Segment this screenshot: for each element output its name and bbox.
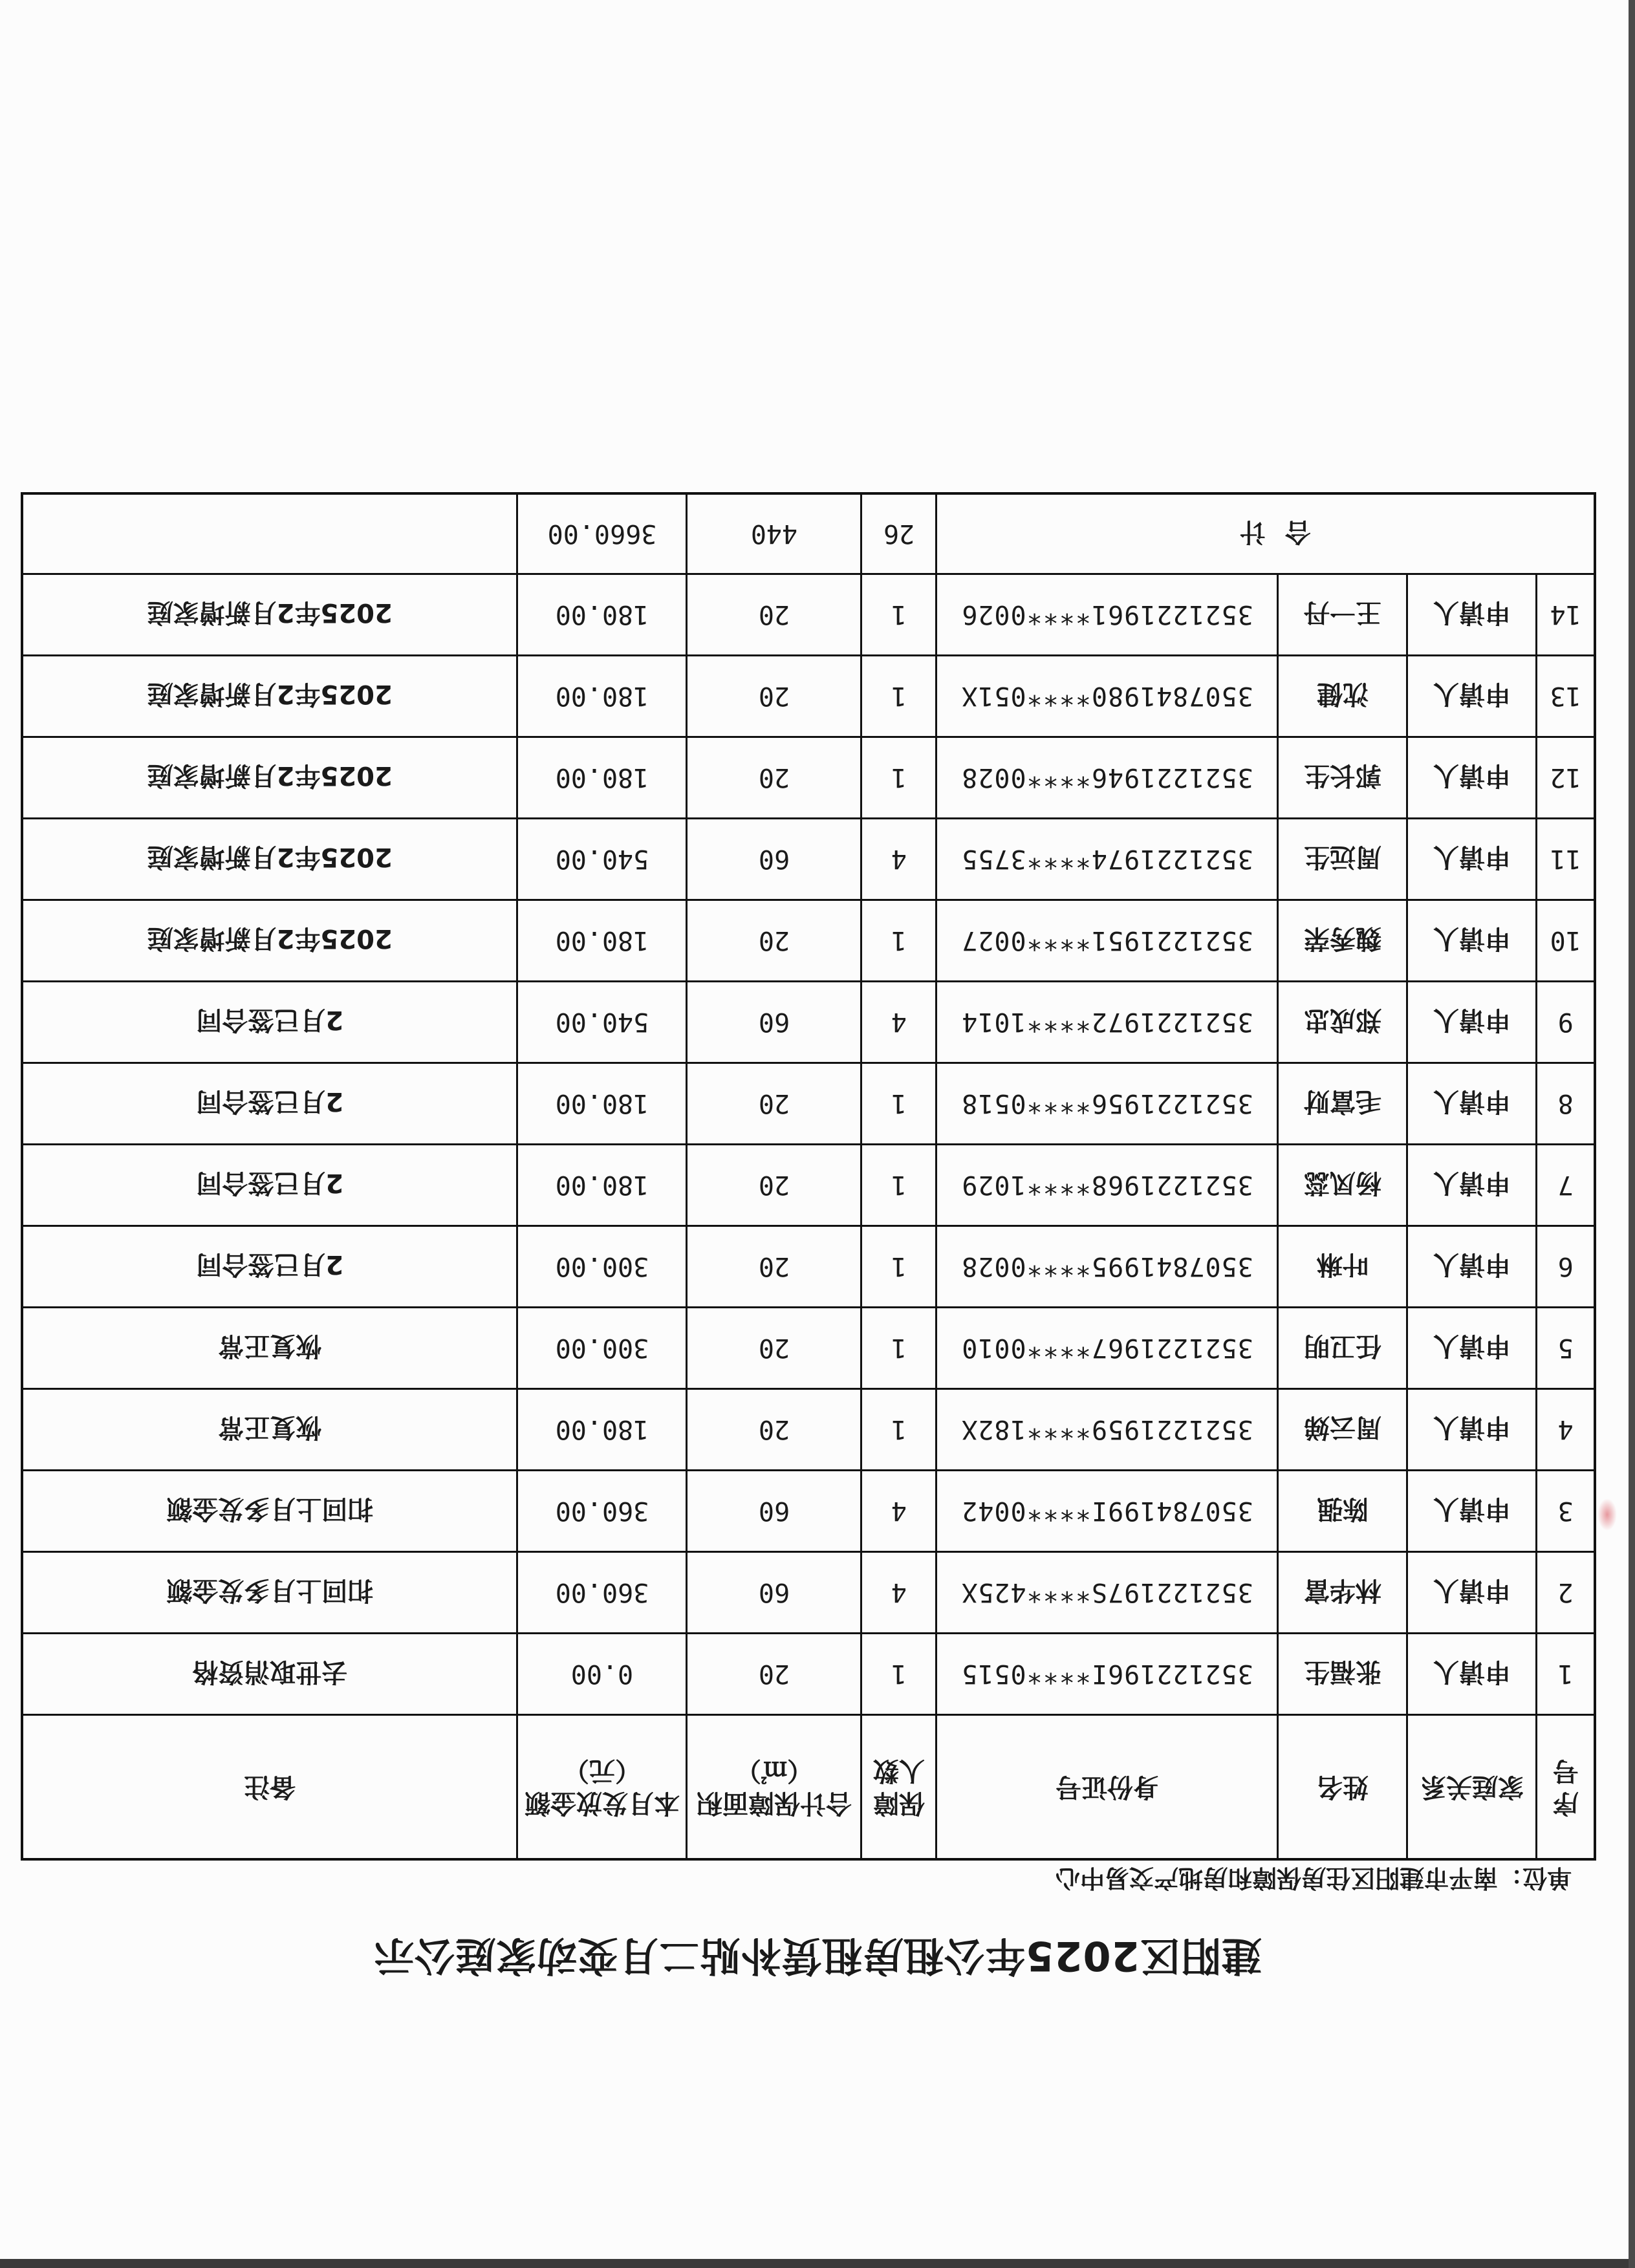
cell-area: 60	[687, 1552, 861, 1634]
cell-note: 去世取消资格	[22, 1634, 517, 1715]
cell-note: 恢复正常	[22, 1389, 517, 1471]
cell-persons: 4	[861, 819, 937, 900]
table-row	[22, 1471, 1595, 1552]
cell-name: 王一丹	[1278, 574, 1407, 656]
cell-note: 2月已签合同	[22, 1226, 517, 1308]
cell-name: 周云娣	[1278, 1389, 1407, 1471]
cell-id-number: 3521221951****0027	[937, 900, 1278, 982]
cell-id-number: 3521221959****182X	[937, 1389, 1278, 1471]
cell-name: 沈健	[1278, 656, 1407, 737]
table-row	[22, 982, 1595, 1063]
cell-area: 60	[687, 982, 861, 1063]
cell-area: 20	[687, 1063, 861, 1145]
cell-area: 20	[687, 574, 861, 656]
header-note: 备注	[22, 1715, 517, 1860]
cell-relation: 申请人	[1407, 1145, 1537, 1226]
cell-persons: 1	[861, 1063, 937, 1145]
header-persons: 保障人数	[861, 1715, 937, 1860]
cell-seq: 12	[1537, 737, 1595, 819]
total-persons: 26	[861, 493, 937, 574]
cell-id-number: 3521221972****1014	[937, 982, 1278, 1063]
cell-relation: 申请人	[1407, 574, 1537, 656]
cell-amount: 180.00	[517, 656, 687, 737]
cell-name: 魏秀荣	[1278, 900, 1407, 982]
header-id-number: 身份证号	[937, 1715, 1278, 1860]
cell-name: 陈强	[1278, 1471, 1407, 1552]
cell-note: 2月已签合同	[22, 1063, 517, 1145]
header-seq: 序号	[1537, 1715, 1595, 1860]
table-row	[22, 819, 1595, 900]
unit-name: 南平市建阳区住房保障和房地产交易中心	[1055, 1864, 1498, 1892]
total-row	[22, 493, 1595, 574]
cell-id-number: 3521221946****0028	[937, 737, 1278, 819]
cell-relation: 申请人	[1407, 737, 1537, 819]
cell-relation: 申请人	[1407, 900, 1537, 982]
cell-id-number: 3521221967****0010	[937, 1308, 1278, 1389]
cell-relation: 申请人	[1407, 656, 1537, 737]
table-header-row	[22, 1715, 1595, 1860]
table-row	[22, 656, 1595, 737]
cell-note: 扣回上月多发金额	[22, 1471, 517, 1552]
cell-seq: 2	[1537, 1552, 1595, 1634]
cell-area: 20	[687, 656, 861, 737]
header-amount: 本月发放金额（元）	[517, 1715, 687, 1860]
cell-amount: 300.00	[517, 1226, 687, 1308]
cell-name: 毛富财	[1278, 1063, 1407, 1145]
cell-id-number: 3521221956****0518	[937, 1063, 1278, 1145]
cell-seq: 6	[1537, 1226, 1595, 1308]
cell-area: 20	[687, 1634, 861, 1715]
red-ink-mark	[1597, 1498, 1617, 1531]
cell-name: 任卫明	[1278, 1308, 1407, 1389]
cell-persons: 1	[861, 1145, 937, 1226]
cell-relation: 申请人	[1407, 1308, 1537, 1389]
cell-amount: 540.00	[517, 819, 687, 900]
cell-amount: 360.00	[517, 1552, 687, 1634]
cell-amount: 0.00	[517, 1634, 687, 1715]
cell-relation: 申请人	[1407, 1226, 1537, 1308]
cell-name: 杨凤蕊	[1278, 1145, 1407, 1226]
table-body	[22, 493, 1595, 1715]
cell-amount: 180.00	[517, 1389, 687, 1471]
cell-seq: 11	[1537, 819, 1595, 900]
header-area: 合计保障面积（㎡）	[687, 1715, 861, 1860]
cell-seq: 9	[1537, 982, 1595, 1063]
cell-relation: 申请人	[1407, 1552, 1537, 1634]
cell-amount: 180.00	[517, 737, 687, 819]
cell-id-number: 3521221974****3755	[937, 819, 1278, 900]
cell-id-number: 3521221961****0026	[937, 574, 1278, 656]
header-name: 姓名	[1278, 1715, 1407, 1860]
cell-persons: 4	[861, 1471, 937, 1552]
cell-note: 2025年2月新增家庭	[22, 737, 517, 819]
cell-seq: 13	[1537, 656, 1595, 737]
table-row	[22, 737, 1595, 819]
table-row	[22, 1145, 1595, 1226]
cell-amount: 300.00	[517, 1308, 687, 1389]
cell-amount: 180.00	[517, 1063, 687, 1145]
cell-persons: 4	[861, 1552, 937, 1634]
cell-id-number: 3521221968****1029	[937, 1145, 1278, 1226]
cell-area: 20	[687, 1308, 861, 1389]
cell-persons: 1	[861, 1634, 937, 1715]
total-label: 合计	[937, 493, 1595, 574]
cell-note: 2025年2月新增家庭	[22, 900, 517, 982]
cell-note: 2025年2月新增家庭	[22, 819, 517, 900]
cell-relation: 申请人	[1407, 819, 1537, 900]
cell-note: 恢复正常	[22, 1308, 517, 1389]
cell-relation: 申请人	[1407, 1471, 1537, 1552]
table-row	[22, 574, 1595, 656]
total-area: 440	[687, 493, 861, 574]
issuing-unit	[1056, 1863, 1572, 1898]
cell-area: 60	[687, 819, 861, 900]
cell-area: 20	[687, 1145, 861, 1226]
cell-note: 2月已签合同	[22, 982, 517, 1063]
cell-amount: 180.00	[517, 900, 687, 982]
cell-seq: 8	[1537, 1063, 1595, 1145]
cell-name: 周远生	[1278, 819, 1407, 900]
cell-note: 扣回上月多发金额	[22, 1552, 517, 1634]
cell-persons: 1	[861, 1226, 937, 1308]
family-change-table	[21, 492, 1596, 1861]
cell-area: 20	[687, 737, 861, 819]
unit-label: 单位：	[1497, 1864, 1572, 1892]
cell-relation: 申请人	[1407, 982, 1537, 1063]
cell-relation: 申请人	[1407, 1063, 1537, 1145]
cell-name: 郑成忠	[1278, 982, 1407, 1063]
table-row	[22, 1552, 1595, 1634]
cell-seq: 5	[1537, 1308, 1595, 1389]
cell-note: 2月已签合同	[22, 1145, 517, 1226]
table-row	[22, 1308, 1595, 1389]
cell-seq: 7	[1537, 1145, 1595, 1226]
cell-name: 郭长生	[1278, 737, 1407, 819]
cell-id-number: 350784199I****0042	[937, 1471, 1278, 1552]
table-row	[22, 1226, 1595, 1308]
cell-seq: 3	[1537, 1471, 1595, 1552]
cell-persons: 1	[861, 656, 937, 737]
table-row	[22, 900, 1595, 982]
cell-id-number: 3507841995****0028	[937, 1226, 1278, 1308]
cell-persons: 1	[861, 574, 937, 656]
table-row	[22, 1063, 1595, 1145]
cell-relation: 申请人	[1407, 1634, 1537, 1715]
scan-edge-left	[1629, 0, 1635, 2268]
cell-id-number: 3507841980****051X	[937, 656, 1278, 737]
cell-id-number: 352122196I****0515	[937, 1634, 1278, 1715]
cell-persons: 1	[861, 900, 937, 982]
cell-amount: 360.00	[517, 1471, 687, 1552]
cell-name: 林华富	[1278, 1552, 1407, 1634]
cell-area: 20	[687, 1389, 861, 1471]
cell-area: 60	[687, 1471, 861, 1552]
cell-name: 张福生	[1278, 1634, 1407, 1715]
cell-persons: 1	[861, 1389, 937, 1471]
cell-seq: 1	[1537, 1634, 1595, 1715]
page-title: 建阳区2025年公租房租赁补贴二月变动家庭公示	[373, 1932, 1262, 1980]
total-amount: 3660.00	[517, 493, 687, 574]
cell-name: 叶琳	[1278, 1226, 1407, 1308]
table-row	[22, 1389, 1595, 1471]
cell-amount: 180.00	[517, 1145, 687, 1226]
cell-area: 20	[687, 900, 861, 982]
cell-id-number: 352122197S****425X	[937, 1552, 1278, 1634]
table-row	[22, 1634, 1595, 1715]
cell-persons: 1	[861, 737, 937, 819]
cell-seq: 4	[1537, 1389, 1595, 1471]
cell-area: 20	[687, 1226, 861, 1308]
cell-persons: 1	[861, 1308, 937, 1389]
scan-edge-top	[0, 2259, 1635, 2268]
header-relation: 家庭关系	[1407, 1715, 1537, 1860]
total-note	[22, 493, 517, 574]
cell-amount: 180.00	[517, 574, 687, 656]
cell-relation: 申请人	[1407, 1389, 1537, 1471]
cell-persons: 4	[861, 982, 937, 1063]
cell-seq: 14	[1537, 574, 1595, 656]
cell-seq: 10	[1537, 900, 1595, 982]
cell-amount: 540.00	[517, 982, 687, 1063]
cell-note: 2025年2月新增家庭	[22, 574, 517, 656]
cell-note: 2025年2月新增家庭	[22, 656, 517, 737]
